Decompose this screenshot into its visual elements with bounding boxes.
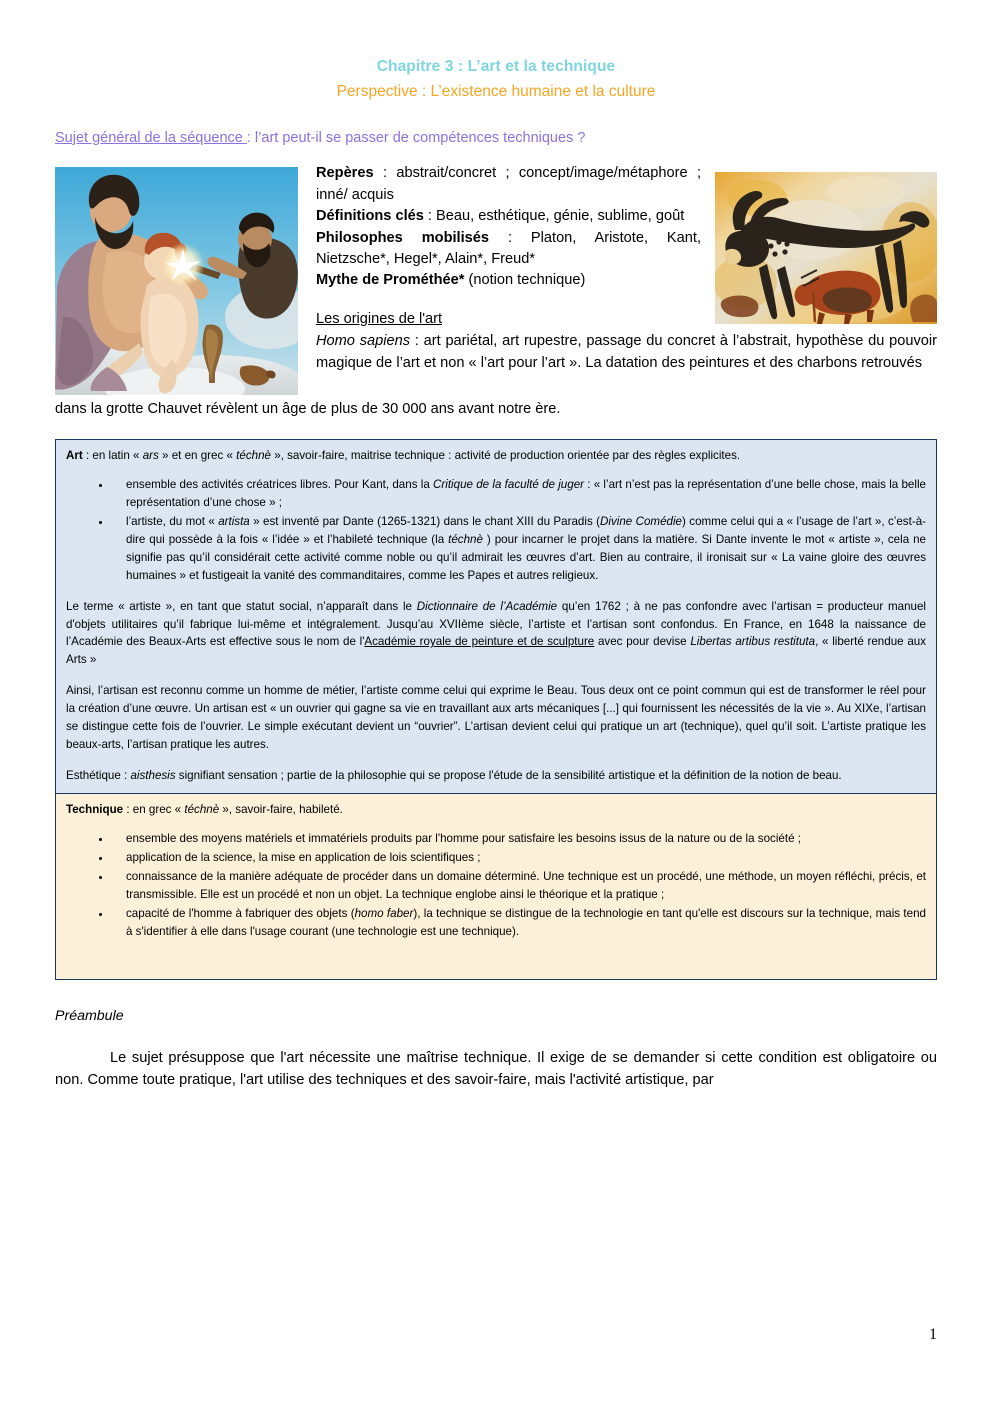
art-title-line	[66, 447, 926, 465]
bullet1-post: : « l’art n’est pas la représentation d’une belle chose, mais la belle représentation d’une chose » ;	[126, 477, 926, 509]
mythe-label: Mythe de Prométhée*	[316, 272, 465, 289]
art-paragraph-3	[66, 767, 926, 785]
art-bullet-list	[66, 476, 926, 585]
para1-underline: Académie royale de peinture et de sculpture	[364, 635, 595, 649]
para3-pre: Esthétique :	[66, 769, 131, 783]
para1-pre: Le terme « artiste », en tant que statut social, n’apparaît dans le	[66, 599, 417, 613]
perspective-title: Perspective : L’existence humaine et la culture	[336, 83, 656, 101]
bullet2-italic2: Divine Comédie	[600, 514, 683, 528]
technique-bullet-list	[66, 830, 926, 941]
bullet1-pre: ensemble des activités créatrices libres. Pour Kant, dans la	[126, 477, 434, 491]
reperes-label: Repères	[316, 165, 374, 182]
list-item: • ensemble des moyens matériels et immatériels produits par l'homme pour satisfaire les besoins issus de la nature ou de la société ;	[112, 830, 926, 848]
para1-italic2: Libertas artibus restituta	[690, 635, 816, 649]
art-paragraph-1	[66, 598, 926, 670]
list-item	[112, 476, 926, 512]
definitions-label: Définitions clés	[316, 208, 424, 225]
para1-mid2: avec pour devise	[594, 635, 691, 649]
art-definition-box	[56, 440, 936, 793]
philosophes-text: : Platon, Aristote, Kant, Nietzsche*, Hegel*, Alain*, Freud*	[316, 229, 701, 267]
list-item: • application de la science, la mise en application de lois scientifiques ;	[112, 849, 926, 867]
bullet2-mid: » est inventé par Dante (1265-1321) dans le chant XIII du Paradis (	[249, 514, 600, 528]
technique-definition-box	[56, 793, 936, 978]
bullet2-italic3: téchnè	[448, 532, 483, 546]
art-ars-italic: ars	[142, 449, 159, 463]
technique-title-line	[66, 801, 926, 819]
subject-line	[55, 128, 937, 148]
para1-mid: qu’en 1762 ; à ne pas confondre avec l’artisan = producteur manuel d'objets utilitaires qu’il fabrique lui-même et intégralement. Jusqu’au XVIIème siècle, l’artiste et l’artisan sont confondus. En France, en 1648 la naissance de l’Académie des Beaux-Arts est effective sous le nom de l'	[66, 599, 926, 649]
para3-italic: aisthesis	[130, 769, 176, 783]
technique-title-post: », savoir-faire, habileté.	[219, 803, 343, 817]
list-item	[112, 513, 926, 585]
art-title-mid: » et en grec «	[158, 449, 237, 463]
bullet1-italic: Critique de la faculté de juger	[433, 477, 584, 491]
art-title-post: », savoir-faire, maitrise technique : activité de production orientée par des règles explicites.	[270, 449, 741, 463]
page-number: 1	[929, 1326, 937, 1343]
para1-post: , « liberté rendue aux Arts »	[66, 635, 927, 667]
origines-text: : art pariétal, art rupestre, passage du concret à l’abstrait, hypothèse du pouvoir magique de l’art et non « l’art pour l’art ». La datation des peintures et des charbons retrouvés	[316, 332, 937, 371]
homo-faber-italic: homo faber	[354, 906, 414, 920]
lascaux-image-container	[715, 172, 937, 324]
bullet2-post: ) pour incarner le projet dans la matière. Si Dante invente le mot « artiste », cela ne signifie pas qu’il considérait cette activité comme noble ou qu’il admirait les œuvres d’art. Bien au contraire, il ironisait sur « La vaine gloire des œuvres humaines » et fustigeait la vanité des commanditaires, comme les Papes et autres religieux.	[126, 532, 926, 582]
tech-bullet4-post: ), la technique se distingue de la technologie en tant qu'elle est discours sur la technique, mais tend à s'identifier à elle dans l'usage courant (une technologie est une technique).	[126, 906, 926, 938]
bullet2-mid2: ) comme celui qui a « l’usage de l’art », c’est-à-dire qui possède à la fois « l’idée » et l’habileté technique (la	[126, 514, 926, 546]
list-item: • connaissance de la manière adéquate de procéder dans un domaine déterminé. Une technique est un procédé, une méthode, un moyen réfléchi, précis, et transmissible. Elle est un procédé et non un objet. La technique englobe ainsi le théorique et la pratique ;	[112, 868, 926, 904]
technique-techne-italic: téchnè	[184, 803, 220, 817]
para1-italic: Dictionnaire de l’Académie	[416, 599, 558, 613]
art-paragraph-2: Ainsi, l’artisan est reconnu comme un homme de métier, l’artiste comme celui qui exprime le Beau. Tous deux ont ce point commun qui est de transformer le réel pour la création d’une œuvre. Un artisan est « un ouvrier qui gagne sa vie en travaillant aux arts mécaniques [...] qui fournissent les nécessités de la vie ». Au XIXe, l’artisan se distingue cette fois de l’ouvrier. Le simple exécutant devient un “ouvrier”. L’artisan devient celui qui pratique un art (technique), quel qu’il soit. L’artiste pratique les beaux-arts, l’artisan pratique les autres.	[66, 684, 926, 752]
art-label: Art	[66, 449, 83, 463]
bullet2-pre: l’artiste, du mot «	[126, 514, 219, 528]
definitions-boxes	[55, 439, 937, 980]
technique-label: Technique	[66, 803, 124, 817]
document-header	[55, 0, 937, 104]
art-title-pre: : en latin «	[82, 449, 143, 463]
homo-sapiens-italic: Homo sapiens	[316, 332, 411, 349]
tech-bullet4-pre: capacité de l'homme à fabriquer des objets (	[126, 906, 355, 920]
technique-title-pre: : en grec «	[123, 803, 185, 817]
lascaux-cave-painting	[715, 172, 937, 324]
mythe-text: (notion technique)	[464, 272, 586, 289]
preamble-body: Le sujet présuppose que l'art nécessite une maîtrise technique. Il exige de se demander si cette condition est obligatoire ou non. Comme toute pratique, l'art utilise des techniques et des savoir-faire, mais l'activité artistique, par	[55, 1049, 937, 1089]
philosophes-label: Philosophes mobilisés	[316, 229, 490, 246]
prometheus-painting	[55, 167, 298, 395]
bullet2-italic: artista	[218, 514, 250, 528]
para3-post: signifiant sensation ; partie de la philosophie qui se propose l'étude de la sensibilité artistique et la définition de la notion de beau.	[175, 769, 842, 783]
subject-label: Sujet général de la séquence	[55, 129, 247, 146]
preamble-heading: Préambule	[55, 1007, 124, 1024]
reperes-text: : abstrait/concret ; concept/image/métaphore ; inné/ acquis	[316, 165, 701, 203]
origines-tail: dans la grotte Chauvet révèlent un âge de plus de 30 000 ans avant notre ère.	[55, 401, 561, 418]
list-item	[112, 905, 926, 941]
origines-heading: Les origines de l'art	[316, 310, 443, 327]
definitions-text: : Beau, esthétique, génie, sublime, goût	[423, 208, 685, 225]
intro-section	[55, 163, 937, 421]
art-techne-italic: téchnè	[236, 449, 271, 463]
chapter-title: Chapitre 3 : L’art et la technique	[376, 58, 616, 75]
subject-question: : l’art peut-il se passer de compétences techniques ?	[246, 129, 586, 146]
